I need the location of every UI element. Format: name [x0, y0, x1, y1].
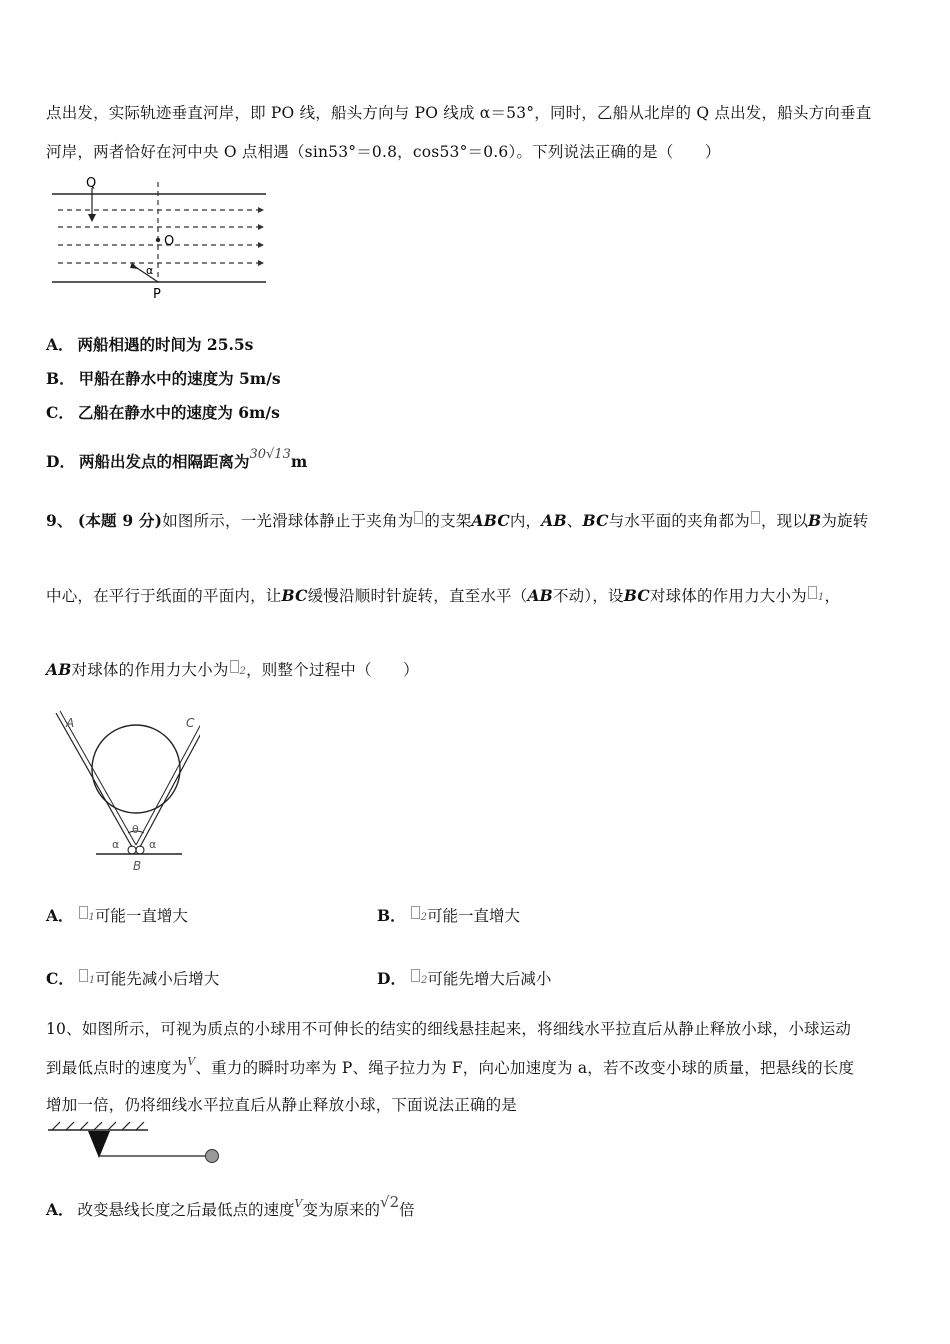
force-f1-placeholder [808, 586, 817, 599]
q8-option-c[interactable] [46, 401, 280, 423]
q9-symbol: AB [527, 586, 553, 605]
option-label: A． [46, 1200, 74, 1219]
q9-symbol: ABC [471, 511, 510, 530]
q9-label-theta: θ [132, 823, 139, 836]
angle-alpha-placeholder [751, 511, 760, 524]
force-placeholder [79, 906, 88, 919]
q10-text-line-1: 10、如图所示，可视为质点的小球用不可伸长的结实的细线悬挂起来，将细线水平拉直后从静止释放小球，小球运动 [46, 1020, 852, 1038]
angle-theta-placeholder [414, 511, 423, 524]
q9-text: ，现以 [760, 512, 809, 530]
option-label: A． [46, 906, 74, 925]
q8-label-p: P [153, 287, 161, 302]
q9-symbol: AB [46, 660, 72, 679]
q8-river-figure [48, 170, 270, 302]
q9-text: 如图所示，一光滑球体静止于夹角为 [162, 512, 414, 530]
unit-text: m [290, 452, 308, 471]
option-label: C． [46, 403, 74, 422]
q9-text: 内， [509, 512, 542, 530]
option-text: 甲船在静水中的速度为 5m/s [78, 369, 281, 388]
q9-text: 为旋转 [821, 512, 869, 530]
q9-symbol: BC [281, 586, 308, 605]
force-f2-placeholder [230, 660, 239, 673]
q9-label-alpha-right: α [149, 838, 157, 851]
q9-number: 9、 [46, 511, 73, 530]
q9-label-alpha-left: α [112, 838, 120, 851]
option-text: 可能先减小后增大 [95, 970, 220, 988]
option-label: B． [46, 369, 75, 388]
q8-text-line-2: 河岸，两者恰好在河中央 O 点相遇（sin53°＝0.8，cos53°＝0.6）。下列说法正确的是（ ） [46, 143, 721, 161]
option-text: 改变悬线长度之后最低点的速度 [77, 1201, 295, 1219]
force-placeholder [411, 906, 420, 919]
option-label: D． [46, 452, 75, 471]
q9-symbol: AB [541, 511, 567, 530]
q10-option-a[interactable] [46, 1193, 415, 1220]
q9-text: 对球体的作用力大小为 [71, 661, 229, 679]
distance-formula: 30√13 [249, 447, 291, 462]
q9-text: 缓慢沿顺时针旋转，直至水平（ [307, 587, 528, 605]
q9-text-line-1 [46, 509, 868, 531]
q9-label-a: A [66, 716, 75, 730]
option-label: C． [46, 969, 74, 988]
q9-text: 对球体的作用力大小为 [649, 587, 807, 605]
option-text: 两船出发点的相隔距离为 [78, 452, 250, 471]
option-text: 变为原来的 [302, 1201, 381, 1219]
option-text: 乙船在静水中的速度为 6m/s [77, 403, 280, 422]
q10-pendulum-figure [46, 1120, 228, 1168]
q8-text-line-1: 点出发，实际轨迹垂直河岸，即 PO 线，船头方向与 PO 线成 α＝53°，同时，乙船从北岸的 Q 点出发，船头方向垂直 [46, 104, 872, 122]
option-label: D． [377, 969, 406, 988]
q9-label-b: B [133, 859, 142, 873]
q9-text: 与水平面的夹角都为 [608, 512, 750, 530]
q8-label-q: Q [86, 176, 97, 191]
sqrt-two: √2 [380, 1193, 400, 1211]
q9-text: 不动），设 [552, 587, 624, 605]
velocity-symbol: V [187, 1055, 196, 1068]
subscript: 1 [817, 592, 825, 603]
force-placeholder [411, 969, 420, 982]
q10-text-line-3: 增加一倍，仍将细线水平拉直后从静止释放小球，下面说法正确的是 [46, 1096, 518, 1114]
subscript: 1 [88, 912, 95, 923]
q9-symbol: BC [582, 511, 609, 530]
option-text: 可能先增大后减小 [427, 970, 552, 988]
q9-option-d[interactable] [377, 967, 551, 989]
q9-symbol: BC [623, 586, 650, 605]
option-label: A． [46, 335, 74, 354]
q10-text-line-2 [46, 1055, 854, 1078]
subscript: 2 [420, 975, 428, 986]
q9-text: 中心，在平行于纸面的平面内，让 [46, 587, 282, 605]
q9-text: 、 [566, 512, 583, 530]
q9-text: ， [824, 587, 841, 605]
q9-option-c[interactable] [46, 967, 219, 989]
subscript: 2 [420, 912, 427, 923]
q8-option-d[interactable] [46, 447, 307, 472]
q10-text: 到最低点时的速度为 [46, 1059, 188, 1077]
q8-option-a[interactable] [46, 333, 253, 355]
force-placeholder [79, 969, 88, 982]
velocity-symbol: V [294, 1197, 303, 1210]
q10-text: 、重力的瞬时功率为 P、绳子拉力为 F，向心加速度为 a，若不改变小球的质量，把悬线的长度 [195, 1059, 855, 1077]
q9-symbol: B [808, 511, 822, 530]
subscript: 1 [88, 975, 96, 986]
subscript: 2 [239, 666, 247, 677]
q9-option-a[interactable] [46, 904, 188, 926]
q9-sphere-support-figure [48, 705, 200, 877]
q9-option-b[interactable] [377, 904, 520, 926]
q9-text: 的支架 [424, 512, 472, 530]
q9-label-c: C [186, 716, 195, 730]
option-text: 可能一直增大 [426, 907, 520, 925]
q9-text: ，则整个过程中（ ） [246, 661, 419, 679]
q9-text-line-3 [46, 658, 419, 680]
option-label: B． [377, 906, 406, 925]
q9-text-line-2 [46, 584, 840, 606]
q9-score: (本题 9 分) [77, 511, 163, 530]
option-text: 两船相遇的时间为 25.5s [77, 335, 254, 354]
q8-label-alpha: α [146, 264, 154, 277]
option-text: 倍 [399, 1201, 415, 1219]
q8-option-b[interactable] [46, 367, 281, 389]
q8-label-o: O [164, 234, 175, 249]
option-text: 可能一直增大 [94, 907, 188, 925]
